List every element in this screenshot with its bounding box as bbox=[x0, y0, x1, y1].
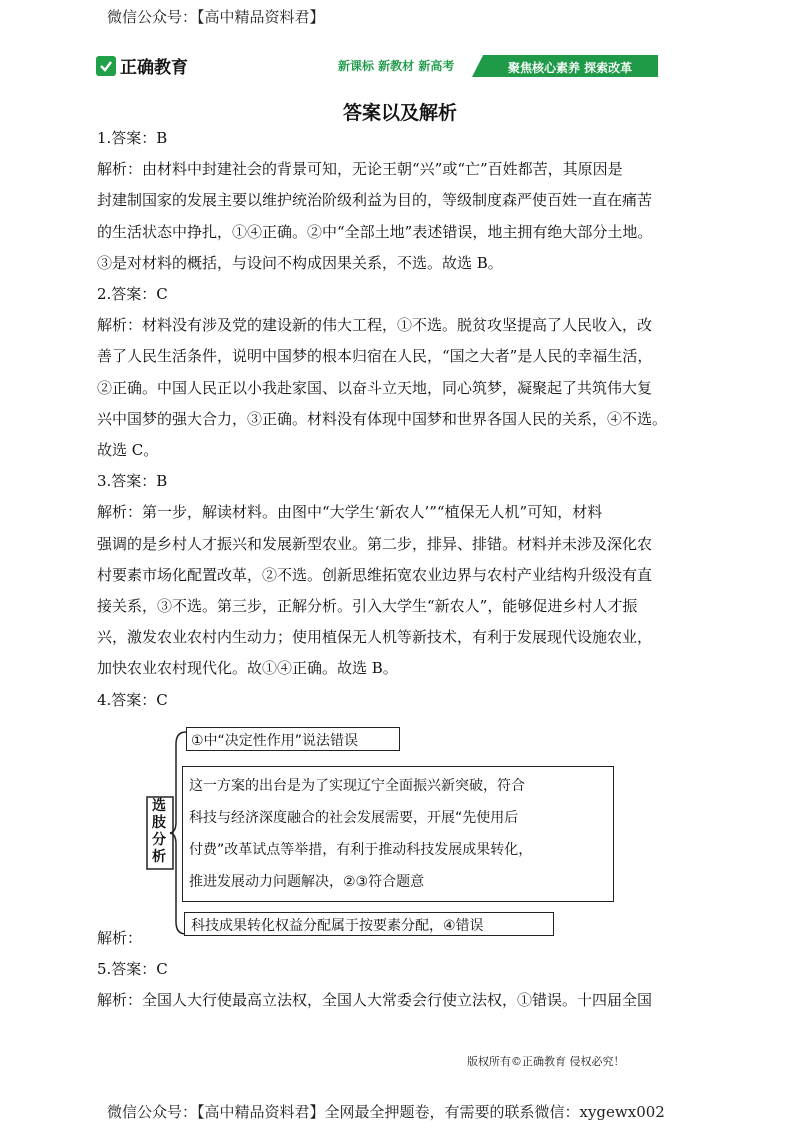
banner-text: 聚焦核心素养 探索改革 bbox=[508, 61, 633, 75]
copyright: 版权所有©正确教育 侵权必究！ bbox=[467, 1055, 625, 1068]
text-line: 善了人民生活条件，说明中国梦的根本归宿在人民，“国之大者”是人民的幸福生活， bbox=[97, 347, 653, 366]
analysis-box-3: 科技成果转化权益分配属于按要素分配，④错误 bbox=[184, 912, 554, 936]
option-analysis-diagram bbox=[146, 722, 616, 947]
text-line: 接关系，③不选。第三步，正解分析。引入大学生“新农人”，能够促进乡村人才振 bbox=[97, 597, 638, 615]
text-line: 兴中国梦的强大合力，③正确。材料没有体现中国梦和世界各国人民的关系，④不选。 bbox=[97, 409, 668, 428]
footer-wechat: 微信公众号：【高中精品资料君】全网最全押题卷，有需要的联系微信：xygewx002 bbox=[107, 1103, 665, 1121]
text-line: 故选 C。 bbox=[97, 441, 159, 459]
analysis-box-2: 这一方案的出台是为了实现辽宁全面振兴新突破，符合 科技与经济深度融合的社会发展需要，开展“先使用后 付费”改革试点等举措，有利于推动科技发展成果转化， 推进发展动力问题解决，②③符合题意 bbox=[182, 766, 614, 902]
text-line: 1.答案：B bbox=[97, 129, 168, 147]
text-line: 兴，激发农业农村内生动力；使用植保无人机等新技术，有利于发展现代设施农业， bbox=[97, 628, 653, 647]
text-line: 强调的是乡村人才振兴和发展新型农业。第二步，排异、排错。材料并未涉及深化农 bbox=[97, 534, 653, 553]
page-title: 答案以及解析 bbox=[342, 102, 457, 124]
side-label: 选 肢 分 析 bbox=[152, 798, 166, 865]
text-line: 村要素市场化配置改革，②不选。创新思维拓宽农业边界与农村产业结构升级没有直 bbox=[97, 565, 653, 584]
text-line: ②正确。中国人民正以小我赴家国、以奋斗立天地，同心筑梦，凝聚起了共筑伟大复 bbox=[97, 378, 653, 397]
analysis-label: 解析： bbox=[97, 929, 143, 947]
check-icon bbox=[96, 56, 116, 76]
text-line: 封建制国家的发展主要以维护统治阶级利益为目的，等级制度森严使百姓一直在痛苦 bbox=[97, 191, 653, 210]
answer-5: 5.答案：C bbox=[97, 960, 168, 978]
text-line: 的生活状态中挣扎，①④正确。②中“全部土地”表述错误，地主拥有绝大部分土地。 bbox=[97, 222, 653, 241]
text-line: 3.答案：B bbox=[97, 472, 168, 491]
text-line: 解析：由材料中封建社会的背景可知，无论王朝“兴”或“亡”百姓都苦，其原因是 bbox=[97, 160, 623, 179]
text-line: ③是对材料的概括，与设问不构成因果关系，不选。故选 B。 bbox=[97, 253, 503, 272]
analysis-5: 解析：全国人大行使最高立法权，全国人大常委会行使立法权，①错误。十四届全国 bbox=[97, 991, 653, 1009]
logo-text: 正确教育 bbox=[120, 58, 188, 78]
text-line: 解析：材料没有涉及党的建设新的伟大工程，①不选。脱贫攻坚提高了人民收入，改 bbox=[97, 316, 653, 335]
header-wechat: 微信公众号：【高中精品资料君】 bbox=[107, 8, 325, 26]
brand-logo bbox=[96, 53, 188, 78]
text-line: 解析：第一步，解读材料。由图中“大学生‘新农人’”“植保无人机”可知，材料 bbox=[97, 503, 603, 522]
tagline: 新课标 新教材 新高考 bbox=[338, 59, 455, 73]
text-line: 4.答案：C bbox=[97, 690, 168, 709]
analysis-box-1: ①中“决定性作用”说法错误 bbox=[186, 727, 400, 751]
text-line: 2.答案：C bbox=[97, 285, 168, 303]
text-line: 加快农业农村现代化。故①④正确。故选 B。 bbox=[97, 659, 398, 678]
